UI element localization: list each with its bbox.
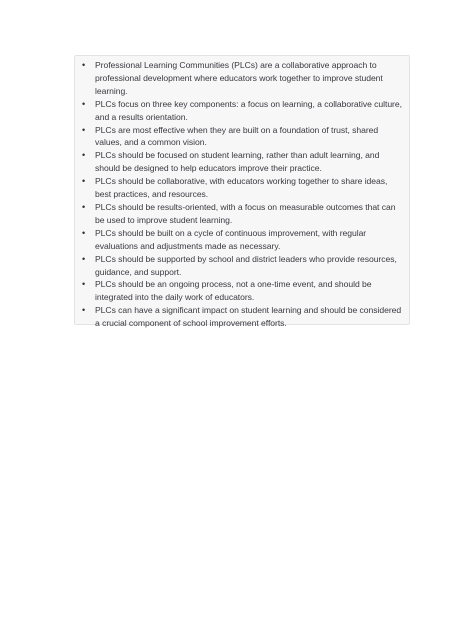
list-item-text: Professional Learning Communities (PLCs) are a collaborative approach to professional development where educators work together to improve student learning.: [95, 60, 383, 96]
list-item: [82, 278, 403, 304]
list-item: [82, 201, 403, 227]
list-item: [82, 253, 403, 279]
bullet-icon: •: [82, 98, 86, 109]
bullet-icon: •: [82, 305, 86, 316]
bullet-icon: •: [82, 150, 86, 161]
bullet-icon: •: [82, 60, 86, 70]
bullet-icon: •: [82, 176, 86, 187]
bullet-icon: •: [82, 201, 86, 212]
list-item: [82, 149, 403, 175]
list-item-text: PLCs should be results-oriented, with a focus on measurable outcomes that can be used to improve student learning.: [95, 201, 396, 225]
list-item-text: PLCs focus on three key components: a focus on learning, a collaborative culture, and a results orientation.: [95, 98, 402, 122]
list-item: [82, 59, 403, 98]
list-item-text: PLCs can have a significant impact on student learning and should be considered a crucial component of school improvement efforts.: [95, 305, 402, 329]
list-item: [82, 304, 403, 330]
list-item-text: PLCs should be focused on student learning, rather than adult learning, and should be designed to help educators improve their practice.: [95, 150, 380, 174]
list-item-text: PLCs should be built on a cycle of continuous improvement, with regular evaluations and adjustments made as necessary.: [95, 227, 367, 251]
bullet-icon: •: [82, 124, 86, 135]
list-item: [82, 98, 403, 124]
bullet-icon: •: [82, 253, 86, 264]
list-item: [82, 227, 403, 253]
bullet-list: [75, 56, 409, 330]
list-item: [82, 124, 403, 150]
list-item-text: PLCs should be supported by school and district leaders who provide resources, guidance, and support.: [95, 253, 397, 277]
list-item-text: PLCs are most effective when they are built on a foundation of trust, shared values, and a common vision.: [95, 124, 379, 148]
bullet-list-panel: [74, 55, 410, 329]
list-item-text: PLCs should be an ongoing process, not a one-time event, and should be integrated into the daily work of educators.: [95, 279, 372, 303]
bullet-icon: •: [82, 279, 86, 290]
bullet-icon: •: [82, 227, 86, 238]
list-item: [82, 175, 403, 201]
list-item-text: PLCs should be collaborative, with educators working together to share ideas, best practices, and resources.: [95, 176, 388, 200]
